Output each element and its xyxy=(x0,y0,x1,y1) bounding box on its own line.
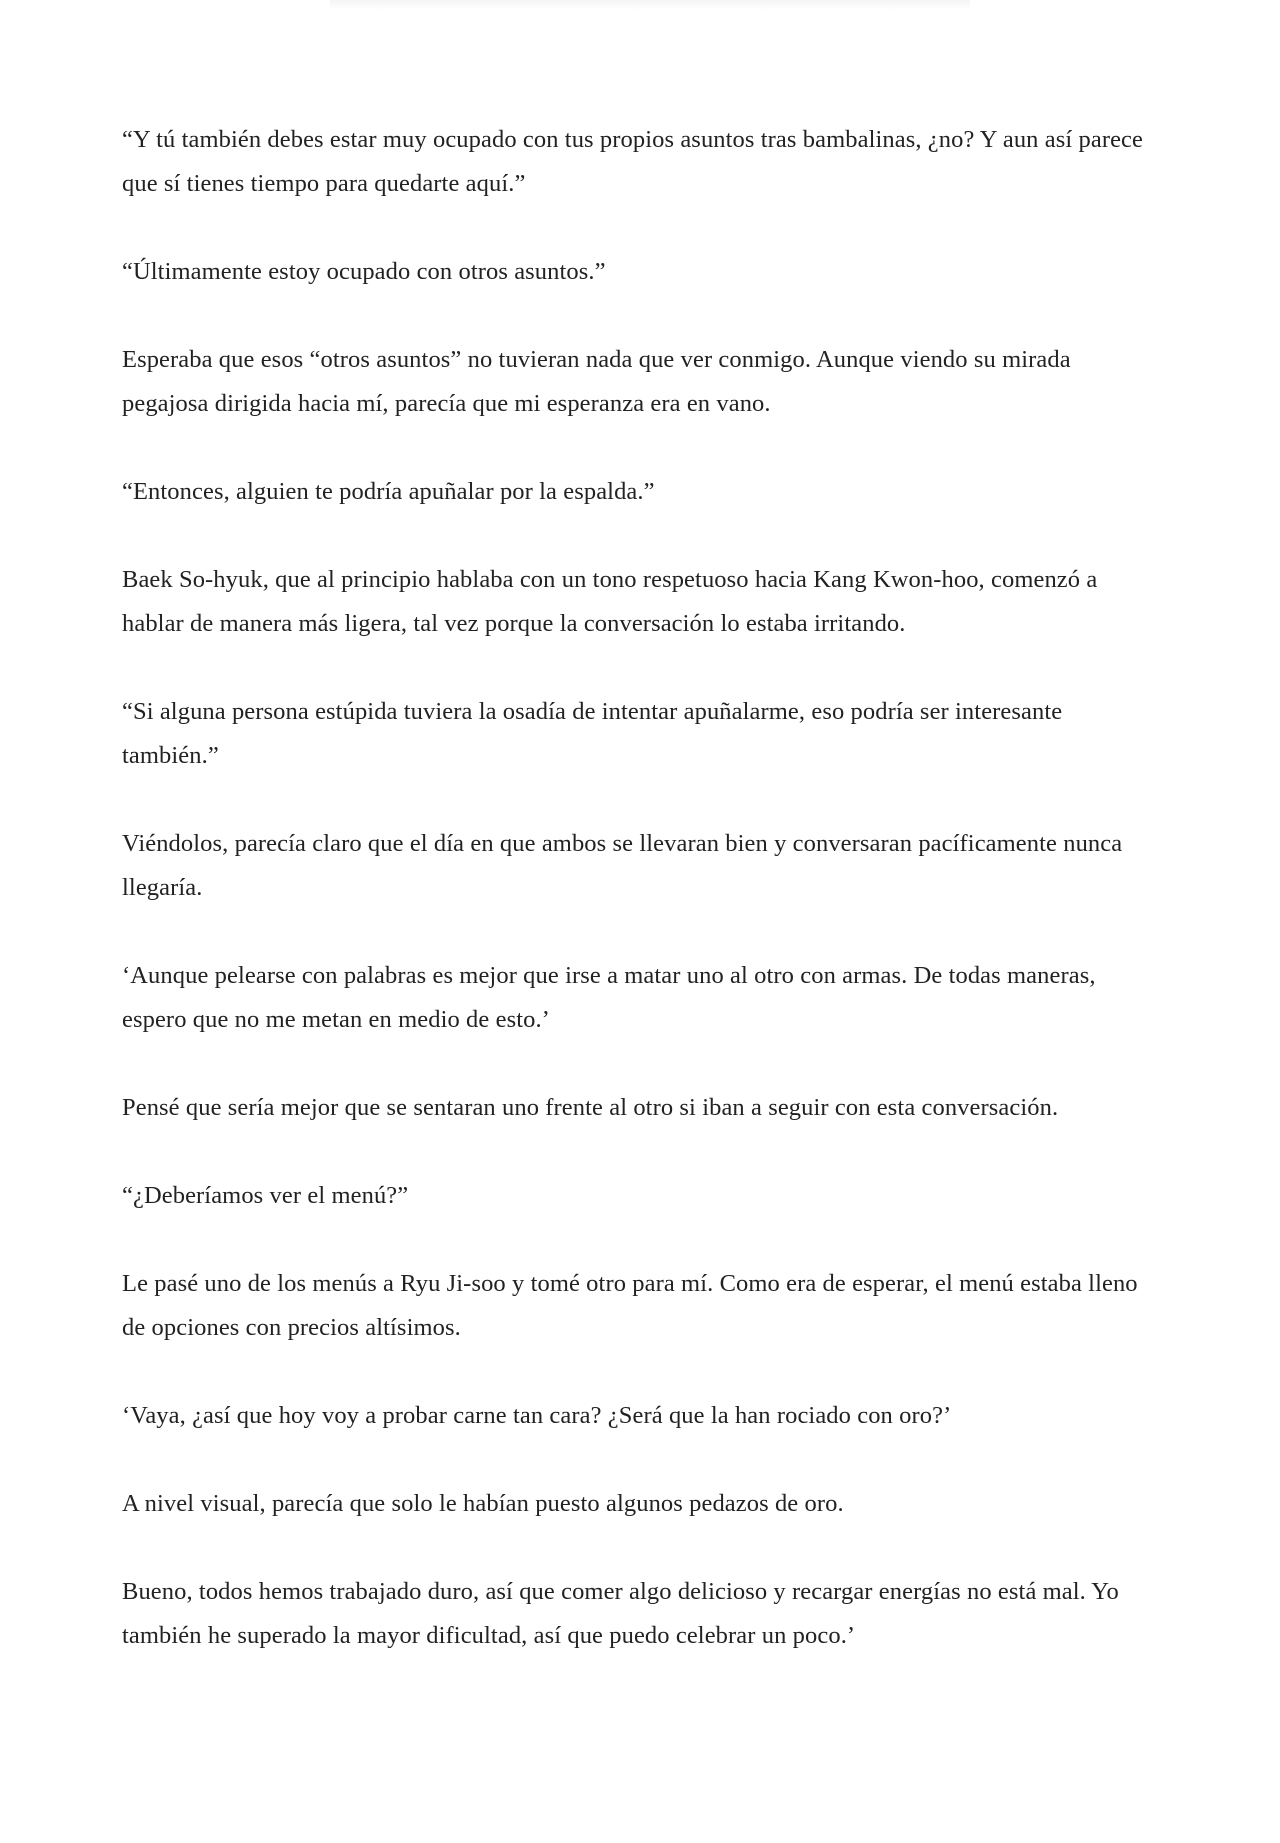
paragraph: “Últimamente estoy ocupado con otros asuntos.” xyxy=(122,258,606,285)
paragraph: ‘Aunque pelearse con palabras es mejor que irse a matar uno al otro con armas. De todas maneras, espero que no me metan en medio de esto.’ xyxy=(122,962,1096,1033)
reader-content xyxy=(122,118,1162,1702)
paragraph: “Entonces, alguien te podría apuñalar por la espalda.” xyxy=(122,478,655,505)
paragraph: “Y tú también debes estar muy ocupado con tus propios asuntos tras bambalinas, ¿no? Y aun así parece que sí tienes tiempo para quedarte aquí.” xyxy=(122,126,1144,197)
paragraph: Pensé que sería mejor que se sentaran uno frente al otro si iban a seguir con esta conversación. xyxy=(122,1094,1059,1121)
paragraph: Esperaba que esos “otros asuntos” no tuvieran nada que ver conmigo. Aunque viendo su mirada pegajosa dirigida hacia mí, parecía que mi esperanza era en vano. xyxy=(122,346,1071,417)
paragraph: “Si alguna persona estúpida tuviera la osadía de intentar apuñalarme, eso podría ser interesante también.” xyxy=(122,698,1063,769)
paragraph: Bueno, todos hemos trabajado duro, así que comer algo delicioso y recargar energías no está mal. Yo también he superado la mayor dificultad, así que puedo celebrar un poco.’ xyxy=(122,1578,1119,1649)
paragraph: ‘Vaya, ¿así que hoy voy a probar carne tan cara? ¿Será que la han rociado con oro?’ xyxy=(122,1402,952,1429)
paragraph: A nivel visual, parecía que solo le habían puesto algunos pedazos de oro. xyxy=(122,1490,844,1517)
paragraph: Baek So-hyuk, que al principio hablaba con un tono respetuoso hacia Kang Kwon-hoo, comenzó a hablar de manera más ligera, tal vez porque la conversación lo estaba irritando. xyxy=(122,566,1098,637)
paragraph: Viéndolos, parecía claro que el día en que ambos se llevaran bien y conversaran pacíficamente nunca llegaría. xyxy=(122,830,1123,901)
paragraph: “¿Deberíamos ver el menú?” xyxy=(122,1182,409,1209)
paragraph: Le pasé uno de los menús a Ryu Ji-soo y tomé otro para mí. Como era de esperar, el menú estaba lleno de opciones con precios altísimos. xyxy=(122,1270,1138,1341)
top-edge-shadow xyxy=(330,0,970,10)
